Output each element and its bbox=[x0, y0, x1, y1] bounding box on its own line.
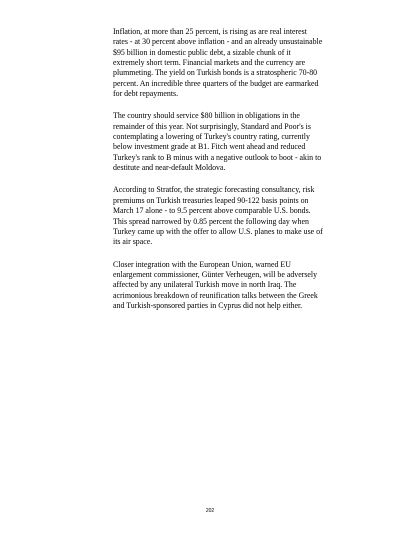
paragraph-inflation: Inflation, at more than 25 percent, is rising as are real interest rates - at 30 percent above inflation - and an already unsustainable $95 billion in domestic public debt, a sizable chunk of it extremely short term. Financial markets and the currency are plummeting. The yield on Turkish bonds is a stratospheric 70-80 percent. An incredible three quarters of the budget are earmarked for debt repayments. bbox=[113, 27, 323, 99]
body-text bbox=[113, 27, 323, 323]
page-number: 202 bbox=[205, 508, 215, 514]
paragraph-eu-integration: Closer integration with the European Union, warned EU enlargement commissioner, Günter Verheugen, will be adversely affected by any unilateral Turkish move in north Iraq. The acrimonious breakdown of reunification talks between the Greek and Turkish-sponsored parties in Cyprus did not help either. bbox=[113, 259, 318, 310]
paragraph-stratfor: According to Stratfor, the strategic forecasting consultancy, risk premiums on Turkish treasuries leaped 90-122 basis points on March 17 alone - to 9.5 percent above comparable U.S. bonds. This spread narrowed by 0.85 percent the following day when Turkey came up with the offer to allow U.S. planes to make use of its air space. bbox=[113, 185, 323, 247]
paragraph-obligations: The country should service $80 billion in obligations in the remainder of this year. Not surprisingly, Standard and Poor's is contemplating a lowering of Turkey's country rating, currently below investment grade at B1. Fitch went ahead and reduced Turkey's rank to B minus with a negative outlook to boot - akin to destitute and near-default Moldova. bbox=[113, 111, 322, 173]
